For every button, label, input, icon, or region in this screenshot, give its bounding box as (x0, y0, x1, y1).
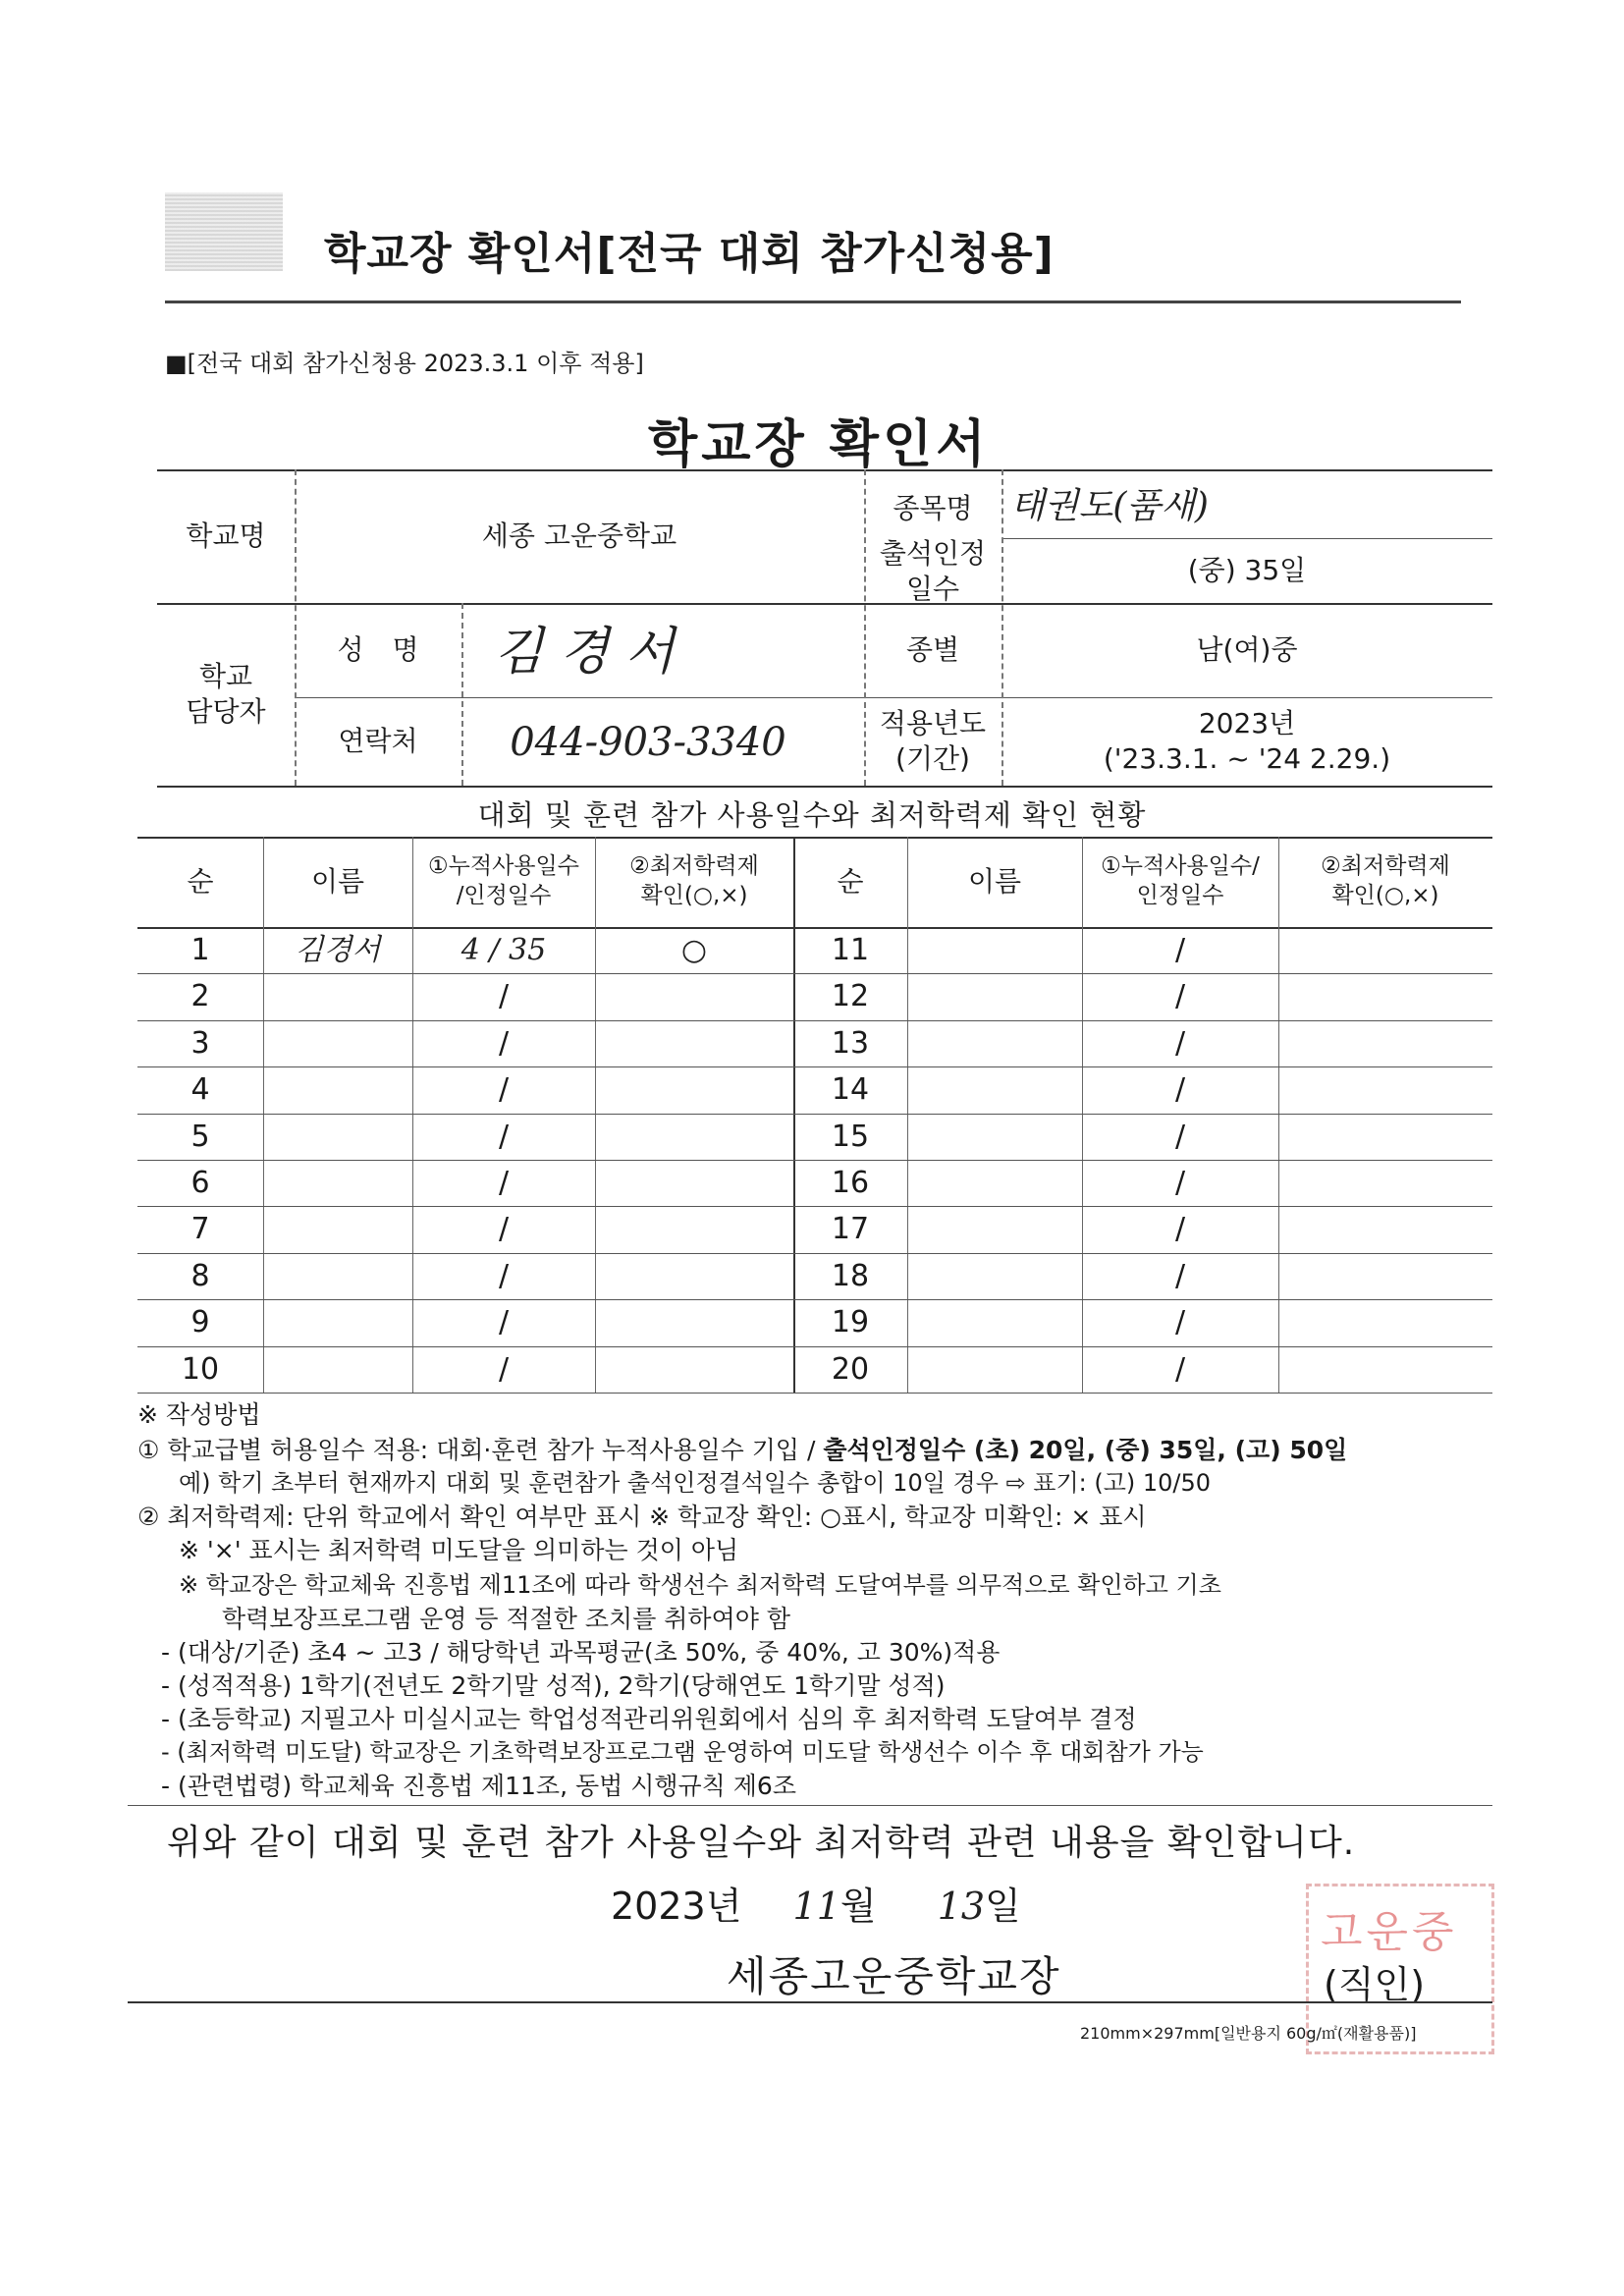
table-cell-no: 4 (190, 1072, 210, 1107)
school-name-value: 세종 고운중학교 (481, 519, 677, 552)
note-2: ② 최저학력제: 단위 학교에서 확인 여부만 표시 ※ 학교장 확인: ○표시, 학교장 미확인: × 표시 (137, 1503, 1147, 1531)
manager-label-1: 학교 (198, 659, 253, 692)
table-cell-no: 14 (831, 1072, 870, 1107)
attendance-label-2: 일수 (905, 573, 960, 605)
header-name-right: 이름 (967, 864, 1022, 898)
footer-spec: 210mm×297mm[일반용지 60g/㎡(재활용품)] (1080, 2024, 1417, 2043)
table-cell-name (263, 1206, 412, 1252)
table-cell-no: 11 (831, 933, 870, 967)
table-cell-name (263, 1160, 412, 1206)
table-cell-check (1278, 1160, 1492, 1206)
table-cell-check (595, 1253, 793, 1299)
table-cell-check (1278, 1020, 1492, 1066)
table-cell-days: / (498, 1259, 510, 1293)
table-cell-no: 16 (831, 1166, 870, 1200)
table-cell-days: / (1174, 1120, 1186, 1154)
table-cell-name (907, 1206, 1082, 1252)
main-title: 학교장 확인서 (648, 415, 990, 474)
header-check-left-2: 확인(○,×) (640, 883, 748, 908)
manager-label-2: 담당자 (186, 695, 266, 728)
table-cell-days: / (1174, 979, 1186, 1013)
contact-value: 044-903-3340 (510, 720, 786, 765)
notes-heading: ※ 작성방법 (137, 1400, 261, 1429)
table-cell-days: / (498, 979, 510, 1013)
table-cell-no: 18 (831, 1259, 870, 1293)
confirm-text: 위와 같이 대회 및 훈련 참가 사용일수와 최저학력 관련 내용을 확인합니다. (167, 1823, 1356, 1863)
year-label-1: 적용년도 (879, 706, 987, 739)
header-no-right: 순 (837, 864, 864, 898)
table-cell-check (1278, 1253, 1492, 1299)
table-cell-check (595, 1020, 793, 1066)
table-cell-check (1278, 1299, 1492, 1345)
table-cell-check (595, 1299, 793, 1345)
table-cell-no: 7 (190, 1212, 210, 1246)
header-rule (165, 301, 1461, 303)
scan-artifact (165, 192, 283, 271)
notes-rule (128, 1805, 1492, 1806)
table-cell-no: 2 (190, 979, 210, 1013)
table-cell-days: / (498, 1212, 510, 1246)
table-cell-no: 6 (190, 1166, 210, 1200)
date-day-unit: 일 (985, 1885, 1021, 1928)
table-cell-days: / (498, 1072, 510, 1107)
table-cell-name (263, 1066, 412, 1113)
table-cell-name (907, 1253, 1082, 1299)
table-cell-no: 1 (190, 933, 210, 967)
attendance-value: (중) 35일 (1187, 553, 1307, 586)
header-name-left: 이름 (310, 864, 365, 898)
table-cell-check (595, 1114, 793, 1160)
table-cell-check (1278, 1066, 1492, 1113)
table-cell-days: / (498, 1166, 510, 1200)
attendance-label (864, 536, 1001, 605)
table-cell-name (263, 973, 412, 1019)
table-cell-name (907, 1020, 1082, 1066)
table-cell-days: / (498, 1352, 510, 1387)
contact-label: 연락처 (338, 724, 418, 757)
note-9: - (관련법령) 학교체육 진흥법 제11조, 동법 시행규칙 제6조 (161, 1772, 796, 1800)
note-1c: 예) 학기 초부터 현재까지 대회 및 훈련참가 출석인정결석일수 총합이 10일 경우 ⇨ 표기: (고) 10/50 (179, 1469, 1212, 1497)
manager-label (157, 603, 295, 786)
header-title: 학교장 확인서[전국 대회 참가신청용] (324, 229, 1055, 279)
name-label: 성 명 (337, 632, 419, 666)
header-check-right (1278, 837, 1492, 927)
note-7: - (초등학교) 지필고사 미실시교는 학업성적관리위원회에서 심의 후 최저학력 도달여부 결정 (161, 1705, 1137, 1733)
table-cell-check (595, 1066, 793, 1113)
table-cell-check (595, 1346, 793, 1393)
note-6: - (성적적용) 1학기(전년도 2학기말 성적), 2학기(당해연도 1학기말 성적) (161, 1671, 946, 1700)
note-5: - (대상/기준) 초4 ~ 고3 / 해당학년 과목평균(초 50%, 중 40%, 고 30%)적용 (161, 1638, 1001, 1667)
table-cell-days: / (1174, 1305, 1186, 1339)
header-days-right-1: ①누적사용일수/ (1101, 853, 1260, 880)
table-cell-name (263, 1253, 412, 1299)
date-day: 13 (937, 1885, 986, 1928)
table-cell-days: / (1174, 1072, 1186, 1107)
date-year: 2023년 (611, 1885, 742, 1928)
table-cell-name (907, 1346, 1082, 1393)
note-3: ※ '×' 표시는 최저학력 미도달을 의미하는 것이 아님 (179, 1536, 739, 1564)
table-cell-days: 4 / 35 (460, 933, 547, 967)
table-cell-name (907, 973, 1082, 1019)
table-cell-name (907, 1066, 1082, 1113)
header-check-right-2: 확인(○,×) (1331, 883, 1439, 908)
header-days-right (1082, 837, 1278, 927)
principal-name: 세종고운중학교장 (727, 1952, 1061, 2000)
header-days-left-1: ①누적사용일수 (428, 853, 579, 880)
table-cell-name: 김경서 (295, 933, 381, 967)
table-cell-no: 12 (831, 979, 870, 1013)
table-cell-check (1278, 1206, 1492, 1252)
gender-value: 남(여)중 (1196, 632, 1298, 666)
table-cell-no: 13 (831, 1026, 870, 1061)
table-cell-no: 19 (831, 1305, 870, 1339)
table-cell-days: / (1174, 1352, 1186, 1387)
table-cell-no: 9 (190, 1305, 210, 1339)
table-cell-no: 17 (831, 1212, 870, 1246)
table-cell-no: 10 (181, 1352, 220, 1387)
note-1a-text: ① 학교급별 허용일수 적용: 대회·훈련 참가 누적사용일수 기입 / (137, 1436, 824, 1464)
school-name-label: 학교명 (186, 519, 266, 552)
table-title: 대회 및 훈련 참가 사용일수와 최저학력제 확인 현황 (477, 798, 1147, 832)
stamp-text: 고운중 (1321, 1907, 1458, 1957)
table-cell-check (1278, 973, 1492, 1019)
table-cell-check (1278, 927, 1492, 973)
header-check-left-1: ②최저학력제 (629, 853, 759, 880)
date-month: 11 (792, 1885, 840, 1928)
name-value: 김 경 서 (494, 623, 675, 683)
note-8: - (최저학력 미도달) 학교장은 기초학력보장프로그램 운영하여 미도달 학생선수 이수 후 대회참가 가능 (161, 1738, 1204, 1766)
table-cell-no: 15 (831, 1120, 870, 1154)
table-cell-name (263, 1346, 412, 1393)
gender-label: 종별 (905, 632, 960, 666)
header-days-right-2: 인정일수 (1136, 883, 1224, 908)
year-label-2: (기간) (895, 742, 970, 775)
table-cell-check (595, 1206, 793, 1252)
table-cell-name (263, 1114, 412, 1160)
table-cell-name (263, 1020, 412, 1066)
attendance-label-1: 출석인정 (879, 536, 987, 570)
table-cell-days: / (498, 1026, 510, 1061)
table-cell-days: / (1174, 1166, 1186, 1200)
table-row-divider (137, 1393, 1492, 1394)
table-cell-no: 20 (831, 1352, 870, 1387)
table-cell-days: / (1174, 1026, 1186, 1061)
table-cell-check (1278, 1346, 1492, 1393)
date-line (611, 1876, 1021, 1930)
note-1b-text: 출석인정일수 (초) 20일, (중) 35일, (고) 50일 (823, 1436, 1348, 1464)
year-value (1001, 697, 1492, 786)
header-no-left: 순 (187, 864, 214, 898)
table-cell-check: ○ (680, 933, 708, 967)
year-label (864, 697, 1001, 786)
table-cell-days: / (1174, 933, 1186, 967)
year-text: 2023년 (1198, 706, 1296, 739)
table-cell-name (907, 1299, 1082, 1345)
table-cell-name (907, 1114, 1082, 1160)
header-days-left (412, 837, 595, 927)
header-days-left-2: /인정일수 (456, 883, 552, 908)
table-cell-days: / (1174, 1212, 1186, 1246)
table-cell-name (907, 927, 1082, 973)
subheader: ■[전국 대회 참가신청용 2023.3.1 이후 적용] (165, 350, 644, 377)
table-cell-check (1278, 1114, 1492, 1160)
table-cell-no: 3 (190, 1026, 210, 1061)
seal-label: (직인) (1324, 1963, 1426, 2006)
table-cell-name (263, 1299, 412, 1345)
table-cell-no: 5 (190, 1120, 210, 1154)
table-cell-days: / (498, 1120, 510, 1154)
note-4a: ※ 학교장은 학교체육 진흥법 제11조에 따라 학생선수 최저학력 도달여부를 의무적으로 확인하고 기초 (179, 1571, 1221, 1599)
signature-rule (128, 2001, 1492, 2003)
table-cell-no: 8 (190, 1259, 210, 1293)
table-cell-check (595, 1160, 793, 1206)
table-cell-days: / (1174, 1259, 1186, 1293)
note-4b: 학력보장프로그램 운영 등 적절한 조치를 취하여야 함 (222, 1605, 790, 1633)
table-cell-days: / (498, 1305, 510, 1339)
header-check-right-1: ②최저학력제 (1321, 853, 1450, 880)
note-1a (137, 1438, 1347, 1462)
event-label: 종목명 (893, 491, 973, 524)
table-cell-name (907, 1160, 1082, 1206)
table-cell-check (595, 973, 793, 1019)
header-check-left (595, 837, 793, 927)
date-month-unit: 월 (839, 1885, 877, 1928)
period-text: ('23.3.1. ~ '24 2.29.) (1103, 742, 1391, 775)
event-value: 태권도(품새) (1010, 485, 1209, 526)
